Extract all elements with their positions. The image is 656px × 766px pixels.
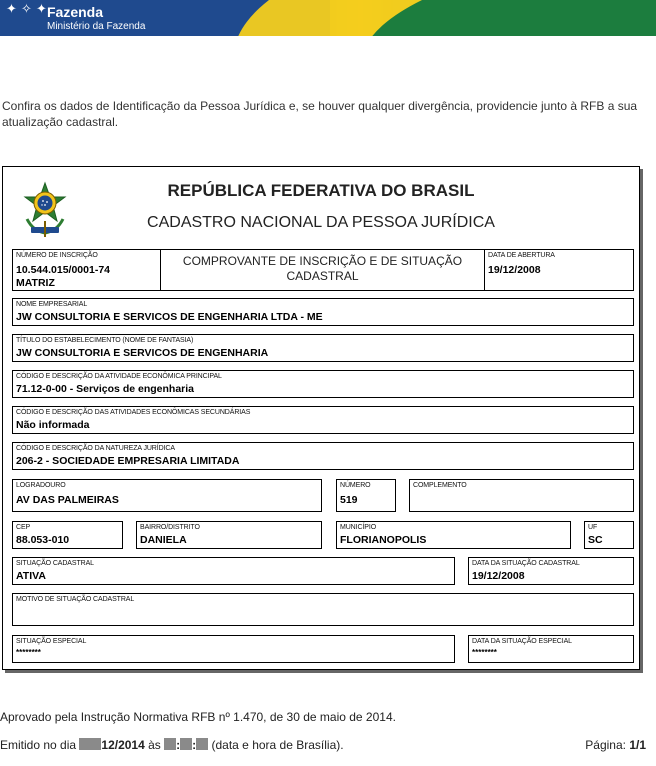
situacao-cadastral-label: SITUAÇÃO CADASTRAL [16,560,94,567]
natureza-juridica-box [12,442,634,470]
complemento-label: COMPLEMENTO [413,482,467,489]
titulo-estabelecimento-value: JW CONSULTORIA E SERVICOS DE ENGENHARIA [16,347,269,359]
logradouro-label: LOGRADOURO [16,482,66,489]
data-abertura-label: DATA DE ABERTURA [488,252,555,259]
cep-value: 88.053-010 [16,534,70,546]
comprovante-title [161,254,484,284]
pagina-indicator [585,738,646,752]
natureza-juridica-label: CÓDIGO E DESCRIÇÃO DA NATUREZA JURÍDICA [16,445,175,452]
situacao-especial-value: ******** [16,648,41,657]
natureza-juridica-value: 206-2 - SOCIEDADE EMPRESARIA LIMITADA [16,455,240,467]
logradouro-value: AV DAS PALMEIRAS [16,494,119,506]
numero-inscricao-label: NÚMERO DE INSCRIÇÃO [16,252,98,259]
data-situacao-especial-label: DATA DA SITUAÇÃO ESPECIAL [472,638,572,645]
motivo-situacao-label: MOTIVO DE SITUAÇÃO CADASTRAL [16,596,135,603]
numero-label: NÚMERO [340,482,371,489]
comprovante-line2: CADASTRAL [286,269,359,283]
atividade-principal-label: CÓDIGO E DESCRIÇÃO DA ATIVIDADE ECONÔMICA PRINCIPAL [16,373,222,380]
aprovado-text: Aprovado pela Instrução Normativa RFB nº 1.470, de 30 de maio de 2014. [0,710,396,724]
data-abertura-value: 19/12/2008 [488,264,541,276]
emitido-prefix: Emitido no dia [0,738,77,752]
bairro-box [136,521,322,549]
fazenda-header-banner [0,0,656,36]
logradouro-box [12,479,322,512]
cnpj-certificate-card [2,166,640,670]
emitido-suffix: (data e hora de Brasília). [211,738,344,752]
municipio-label: MUNICÍPIO [340,524,377,531]
header-title: Fazenda [47,4,104,20]
situacao-cadastral-box [12,557,455,585]
comprovante-box [160,249,485,291]
numero-box [336,479,396,512]
numero-value: 519 [340,494,358,506]
emitido-mid: às [148,738,161,752]
titulo-estabelecimento-box [12,334,634,362]
motivo-situacao-box [12,593,634,626]
data-abertura-box [484,249,634,291]
numero-inscricao-box [12,249,161,291]
bairro-label: BAIRRO/DISTRITO [140,524,200,531]
uf-box [584,521,634,549]
header-subtitle: Ministério da Fazenda [47,21,146,32]
uf-label: UF [588,524,598,531]
redacted-hour [164,738,176,750]
bairro-value: DANIELA [140,534,187,546]
cep-label: CEP [16,524,31,531]
emitido-line: Emitido no dia 12/2014 às : : (data e hora de Brasília). Página: 1/1 [0,738,646,752]
atividades-secundarias-label: CÓDIGO E DESCRIÇÃO DAS ATIVIDADES ECONÔMICAS SECUNDÁRIAS [16,409,251,416]
nome-empresarial-label: NOME EMPRESARIAL [16,301,88,308]
matriz-value: MATRIZ [16,277,55,289]
intro-text: Confira os dados de Identificação da Pessoa Jurídica e, se houver qualquer divergência, providencie junto à RFB a sua atualização cadastral. [2,99,638,129]
comprovante-line1: COMPROVANTE DE INSCRIÇÃO E DE SITUAÇÃO [182,254,463,268]
nome-empresarial-box [12,298,634,326]
data-situacao-cadastral-box [468,557,634,585]
stars-icon: ✦ ✧ ✦ [6,2,47,17]
data-situacao-especial-value: ******** [472,648,497,657]
municipio-box [336,521,571,549]
atividades-secundarias-box [12,406,634,434]
situacao-especial-box [12,635,455,663]
redacted-second [196,738,208,750]
situacao-cadastral-value: ATIVA [16,570,46,582]
cep-box [12,521,123,549]
titulo-estabelecimento-label: TÍTULO DO ESTABELECIMENTO (NOME DE FANTASIA) [16,337,194,344]
data-situacao-especial-box [468,635,634,663]
complemento-box [409,479,634,512]
emitido-date: 12/2014 [101,738,145,752]
uf-value: SC [588,534,603,546]
municipio-value: FLORIANOPOLIS [340,534,427,546]
atividade-principal-box [12,370,634,398]
cnpj-subtitle: CADASTRO NACIONAL DA PESSOA JURÍDICA [147,214,495,231]
data-situacao-cadastral-label: DATA DA SITUAÇÃO CADASTRAL [472,560,580,567]
atividade-principal-value: 71.12-0-00 - Serviços de engenharia [16,383,195,395]
redacted-minute [180,738,192,750]
data-situacao-cadastral-value: 19/12/2008 [472,570,525,582]
redacted-day [79,738,101,750]
atividades-secundarias-value: Não informada [16,419,90,431]
situacao-especial-label: SITUAÇÃO ESPECIAL [16,638,87,645]
pagina-value: 1/1 [629,738,646,752]
republic-title: REPÚBLICA FEDERATIVA DO BRASIL [167,181,475,200]
nome-empresarial-value: JW CONSULTORIA E SERVICOS DE ENGENHARIA LTDA - ME [16,311,323,323]
pagina-label: Página: [585,738,626,752]
numero-inscricao-value: 10.544.015/0001-74 [16,264,111,276]
